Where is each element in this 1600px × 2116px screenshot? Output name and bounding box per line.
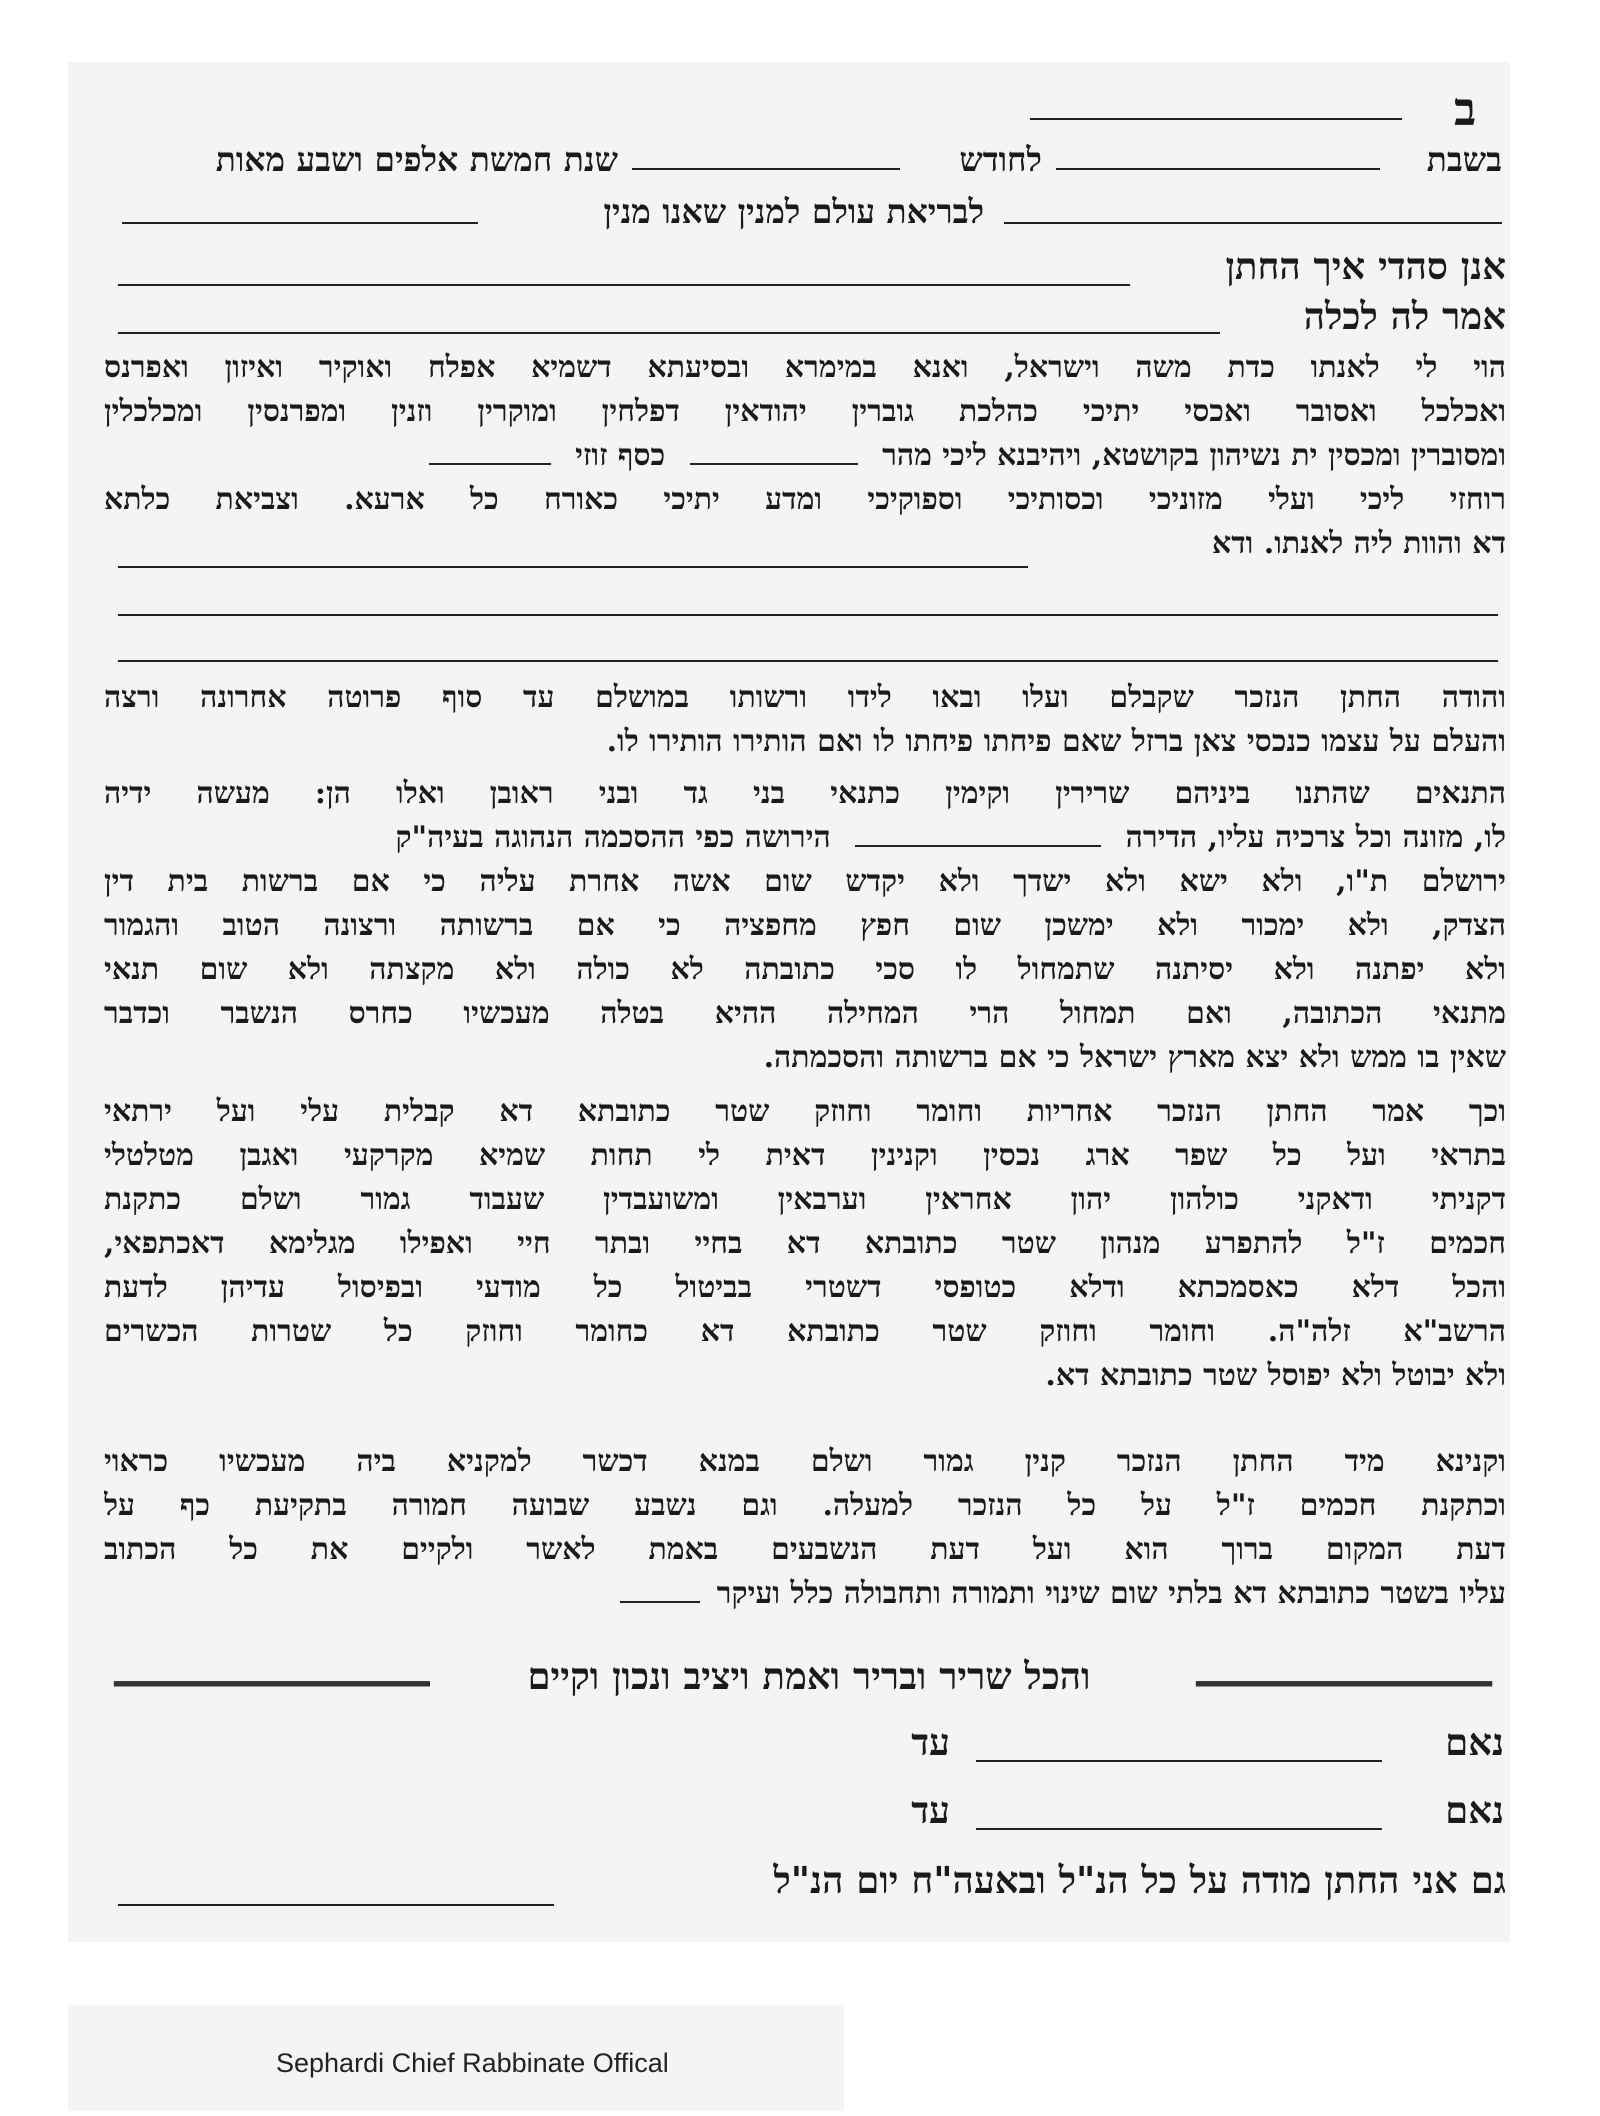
text-row: ומסוברין ומכסין ית נשיהון בקושטא, ויהיבנא ליכי מהר כסף זוזי (104, 434, 1506, 478)
text-row: ואכלכל ואסובר ואכסי יתיכי כהלכת גוברין יהודאין דפלחין ומוקרין וזנין ומפרנסין ומכלכלין (104, 394, 1506, 429)
witness-2-neum: נאם (1445, 1788, 1504, 1832)
text-row: לו, מזונה וכל צרכיה עליו, הדירה הירושה כפי ההסכמה הנהוגה בעיה"ק (395, 820, 1506, 855)
witness-1-ed: עד (911, 1720, 950, 1764)
groom-signature-line (118, 1904, 554, 1906)
paragraph-marriage-terms (104, 346, 1506, 574)
paragraph-kinyan (104, 1440, 1506, 1620)
text-row: וקנינא מיד החתן הנזכר קנין גמור ושלם במנא דכשר למקניא ביה מעכשיו כראוי (104, 1444, 1506, 1479)
witness-1-neum: נאם (1445, 1720, 1504, 1764)
said-to-bride-text: אמר לה לכלה (1303, 294, 1506, 338)
blank-top (1030, 118, 1402, 120)
blank-year-left (122, 222, 478, 224)
text-row: ירושלם ת"ו, ולא ישא ולא ישדך ולא יקדש שום אשה אחרת עליה כי אם ברשות בית דין (104, 864, 1506, 899)
blank-groom (118, 284, 1130, 286)
ornament-left: ▂▂▂▂▂▂▂▂▂▂▂▂▂▂▂▂▂▂▂▂▂▂▂▂▂▂▂▂▂▂▂▂ (114, 1666, 429, 1687)
witness-1-signature-line (976, 1760, 1382, 1762)
text-row: וכתקנת חכמים ז"ל על כל הנזכר למעלה. וגם נשבע שבועה חמורה בתקיעת כף על (104, 1488, 1506, 1523)
blank-year-right (1004, 222, 1502, 224)
text-row: דא והוות ליה לאנתו. ודא (1211, 526, 1506, 561)
witnesses-groom-text: אנן סהדי איך החתן (1225, 244, 1506, 288)
source-caption: Sephardi Chief Rabbinate Offical (276, 2048, 669, 2078)
blank-veda (118, 566, 1028, 568)
year-text: שנת חמשת אלפים ושבע מאות (215, 140, 618, 179)
paragraph-acknowledgment (104, 676, 1506, 768)
witness-2-signature-line (976, 1828, 1382, 1830)
text-row: ולא יבוטל ולא יפוסל שטר כתובתא דא. (1045, 1358, 1506, 1393)
blank-day (1056, 168, 1380, 170)
text-row: הצדק, ולא ימכור ולא ימשכן שום חפץ מחפציה כי אם ברשותה ורצונה הטוב והגמור (104, 908, 1506, 943)
text-row: ולא יפתנה ולא יסיתנה שתמחול לו סכי כתובתה לא כולה ולא מקצתה ולא שום תנאי (104, 952, 1506, 987)
kesef-zuzei-text: כסף זוזי (575, 438, 666, 473)
text-row: דעת המקום ברוך הוא ועל דעת הנשבעים באמת לאשר ולקיים את כל הכתוב (104, 1532, 1506, 1567)
inheritance-text: הירושה כפי ההסכמה הנהוגה בעיה"ק (395, 820, 831, 855)
text-row: בתראי ועל כל שפר ארג נכסין וקנינין דאית לי תחות שמיא מקרקעי ואגבן מטלטלי (104, 1138, 1506, 1173)
text-row: חכמים ז"ל להתפרע מנהון שטר כתובתא דא בחיי ובתר חיי ואפילו מגלימא דאכתפאי, (104, 1226, 1506, 1261)
text-row: עליו בשטר כתובתא דא בלתי שום שינוי ותמורה ותחבולה כלל ועיקר (104, 1572, 1506, 1616)
text-row: התנאים שהתנו ביניהם שרירין וקימין כתנאי בני גד ובני ראובן ואלו הן: מעשה ידיה (104, 776, 1506, 811)
lechodesh-label: לחודש (959, 140, 1042, 179)
page-letter: ב (1454, 82, 1477, 136)
text-row: שאין בו ממש ולא יצא מארץ ישראל כי אם ברשותה והסכמתה. (763, 1040, 1506, 1075)
shabbat-label: בשבת (1426, 140, 1502, 179)
creation-text: לבריאת עולם למנין שאנו מנין (603, 192, 984, 231)
groom-confirmation: גם אני החתן מודה על כל הנ"ל ובאעה"ח יום הנ"ל (773, 1858, 1506, 1902)
text-row: והודה החתן הנזכר שקבלם ועלו ובאו לידו ורשותו במושלם עד סוף פרוטה אחרונה ורצה (104, 680, 1506, 715)
text-row: דקניתי ודאקני כולהון יהון אחראין וערבאין ומשועבדין שעבוד גמור ושלם כתקנת (104, 1182, 1506, 1217)
text-row: הוי לי לאנתו כדת משה וישראל, ואנא במימרא ובסיעתא דשמיא אפלח ואוקיר ואיזון ואפרנס (104, 350, 1506, 385)
blank-line-1 (118, 614, 1498, 616)
text-row: וכך אמר החתן הנזכר אחריות וחומר וחוזק שטר כתובתא דא קבלית עלי ועל ירתאי (104, 1094, 1506, 1129)
text-row: הרשב"א זלה"ה. וחומר וחוזק שטר כתובתא דא כחומר וחוזק כל שטרות הכשרים (104, 1314, 1506, 1349)
ornament-right: ▂▂▂▂▂▂▂▂▂▂▂▂▂▂▂▂▂▂▂▂▂▂▂▂▂▂▂▂▂▂ (1196, 1666, 1492, 1687)
text-row: מתנאי הכתובה, ואם תמחול הרי המחילה ההיא בטלה מעכשיו כחרס הנשבר וכדבר (104, 996, 1506, 1031)
blank-line-2 (118, 660, 1498, 662)
paragraph-guarantee (104, 1090, 1506, 1402)
blank-bride (118, 332, 1220, 334)
witness-2-ed: עד (911, 1788, 950, 1832)
paragraph-conditions (104, 772, 1506, 1088)
closing-formula: והכל שריר ובריר ואמת ויציב ונכון וקיים (527, 1654, 1091, 1698)
blank-month (632, 168, 900, 170)
text-row: והכל דלא כאסמכתא ודלא כטופסי דשטרי בביטול כל מודעי ובפיסול עדיהן לדעת (104, 1270, 1506, 1305)
text-row: והעלם על עצמו כנכסי צאן ברזל שאם פיחתו פיחתו לו ואם הותירו הותירו לו. (606, 724, 1506, 759)
text-row: רוחזי ליכי ועלי מזוניכי וכסותיכי וספוקיכי ומדע יתיכי כאורח כל ארעא. וצביאת כלתא (104, 482, 1506, 517)
